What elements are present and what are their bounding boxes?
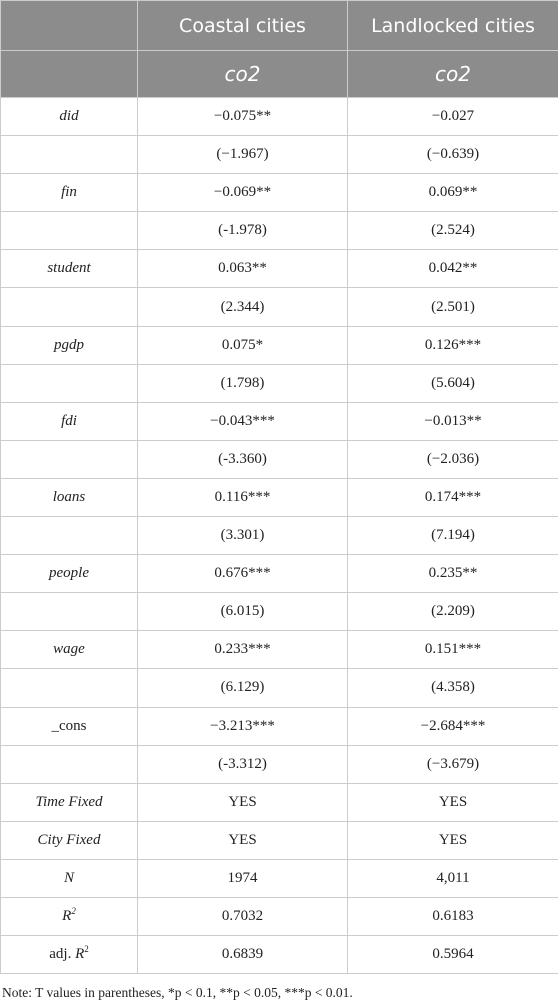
cell-landlocked: 0.6183 [348, 897, 558, 935]
cell-landlocked: 0.126*** [348, 326, 558, 364]
row-label-text: pgdp [54, 336, 84, 353]
table-row [1, 402, 558, 440]
cell-coastal: (−1.967) [138, 136, 348, 174]
row-label [1, 593, 138, 631]
row-label [1, 631, 138, 669]
cell-coastal: −3.213*** [138, 707, 348, 745]
row-label [1, 897, 138, 935]
header-cell-empty [1, 1, 138, 51]
cell-landlocked: (−0.639) [348, 136, 558, 174]
subheader-cell-empty [1, 51, 138, 98]
row-label [1, 326, 138, 364]
cell-coastal: 0.7032 [138, 897, 348, 935]
cell-landlocked: (4.358) [348, 669, 558, 707]
table-note: Note: T values in parentheses, *p < 0.1, **p < 0.05, ***p < 0.01. [2, 985, 353, 1000]
table-row [1, 555, 558, 593]
table-row [1, 174, 558, 212]
row-label [1, 669, 138, 707]
table-row [1, 478, 558, 516]
row-label-text: people [49, 565, 89, 582]
row-label [1, 745, 138, 783]
cell-landlocked: 0.174*** [348, 478, 558, 516]
cell-coastal: (3.301) [138, 517, 348, 555]
table-row [1, 707, 558, 745]
row-label-superscript: 2 [84, 944, 89, 955]
row-label-text: student [47, 260, 91, 277]
cell-coastal: −0.075** [138, 98, 348, 136]
cell-coastal: 0.6839 [138, 936, 348, 974]
cell-landlocked: (5.604) [348, 364, 558, 402]
table-row [1, 517, 558, 555]
row-label-text: wage [53, 641, 85, 658]
subheader-row [1, 51, 558, 98]
table-row [1, 288, 558, 326]
row-label [1, 783, 138, 821]
row-label-text: fin [61, 184, 77, 201]
row-label [1, 98, 138, 136]
cell-coastal: 0.116*** [138, 478, 348, 516]
row-label-text: fdi [61, 412, 77, 429]
row-label-text: loans [52, 488, 86, 505]
cell-landlocked: −0.027 [348, 98, 558, 136]
table-row [1, 821, 558, 859]
row-label [1, 174, 138, 212]
row-label [1, 402, 138, 440]
row-label [1, 440, 138, 478]
cell-coastal: 0.676*** [138, 555, 348, 593]
row-label [1, 555, 138, 593]
row-label [1, 821, 138, 859]
table-row [1, 783, 558, 821]
cell-landlocked: (2.209) [348, 593, 558, 631]
table-row [1, 859, 558, 897]
cell-landlocked: YES [348, 821, 558, 859]
cell-landlocked: (7.194) [348, 517, 558, 555]
row-label-text: adj. [49, 946, 76, 963]
table-row [1, 669, 558, 707]
row-label [1, 364, 138, 402]
row-label [1, 859, 138, 897]
table-row [1, 897, 558, 935]
cell-landlocked: (−3.679) [348, 745, 558, 783]
subheader-cell-coastal: co2 [138, 51, 348, 98]
cell-coastal: (-3.312) [138, 745, 348, 783]
row-label [1, 936, 138, 974]
table-row [1, 136, 558, 174]
row-label-superscript: 2 [71, 906, 76, 917]
row-label-text: R [62, 908, 72, 925]
cell-landlocked: 0.151*** [348, 631, 558, 669]
table-body [1, 98, 558, 974]
table-row [1, 326, 558, 364]
row-label [1, 707, 138, 745]
cell-coastal: 1974 [138, 859, 348, 897]
row-label-text: Time Fixed [35, 793, 103, 810]
table-row [1, 364, 558, 402]
cell-coastal: YES [138, 783, 348, 821]
row-label-text: did [59, 108, 79, 125]
cell-coastal: (2.344) [138, 288, 348, 326]
cell-landlocked: YES [348, 783, 558, 821]
cell-coastal: (6.129) [138, 669, 348, 707]
row-label [1, 288, 138, 326]
row-label [1, 250, 138, 288]
cell-coastal: 0.063** [138, 250, 348, 288]
row-label-italic: R [75, 946, 85, 963]
cell-coastal: −0.069** [138, 174, 348, 212]
cell-landlocked: (2.501) [348, 288, 558, 326]
cell-coastal: (-1.978) [138, 212, 348, 250]
cell-landlocked: 0.069** [348, 174, 558, 212]
table-row [1, 212, 558, 250]
cell-landlocked: −2.684*** [348, 707, 558, 745]
row-label [1, 212, 138, 250]
row-label-text: _cons [51, 717, 87, 734]
cell-coastal: 0.233*** [138, 631, 348, 669]
row-label [1, 478, 138, 516]
cell-coastal: (1.798) [138, 364, 348, 402]
cell-coastal: (6.015) [138, 593, 348, 631]
table-row [1, 745, 558, 783]
cell-landlocked: 0.235** [348, 555, 558, 593]
table-row [1, 440, 558, 478]
header-cell-landlocked: Landlocked cities [348, 1, 558, 51]
table-row [1, 631, 558, 669]
cell-coastal: (-3.360) [138, 440, 348, 478]
table-row [1, 936, 558, 974]
row-label-text: City Fixed [37, 831, 101, 848]
subheader-cell-landlocked: co2 [348, 51, 558, 98]
row-label [1, 136, 138, 174]
cell-coastal: −0.043*** [138, 402, 348, 440]
row-label-text: N [63, 869, 74, 886]
table-row [1, 593, 558, 631]
cell-landlocked: 0.5964 [348, 936, 558, 974]
cell-landlocked: −0.013** [348, 402, 558, 440]
table-row [1, 98, 558, 136]
cell-coastal: YES [138, 821, 348, 859]
table-row [1, 250, 558, 288]
row-label [1, 517, 138, 555]
cell-landlocked: 0.042** [348, 250, 558, 288]
cell-landlocked: 4,011 [348, 859, 558, 897]
cell-landlocked: (2.524) [348, 212, 558, 250]
cell-landlocked: (−2.036) [348, 440, 558, 478]
header-row [1, 1, 558, 51]
header-cell-coastal: Coastal cities [138, 1, 348, 51]
cell-coastal: 0.075* [138, 326, 348, 364]
